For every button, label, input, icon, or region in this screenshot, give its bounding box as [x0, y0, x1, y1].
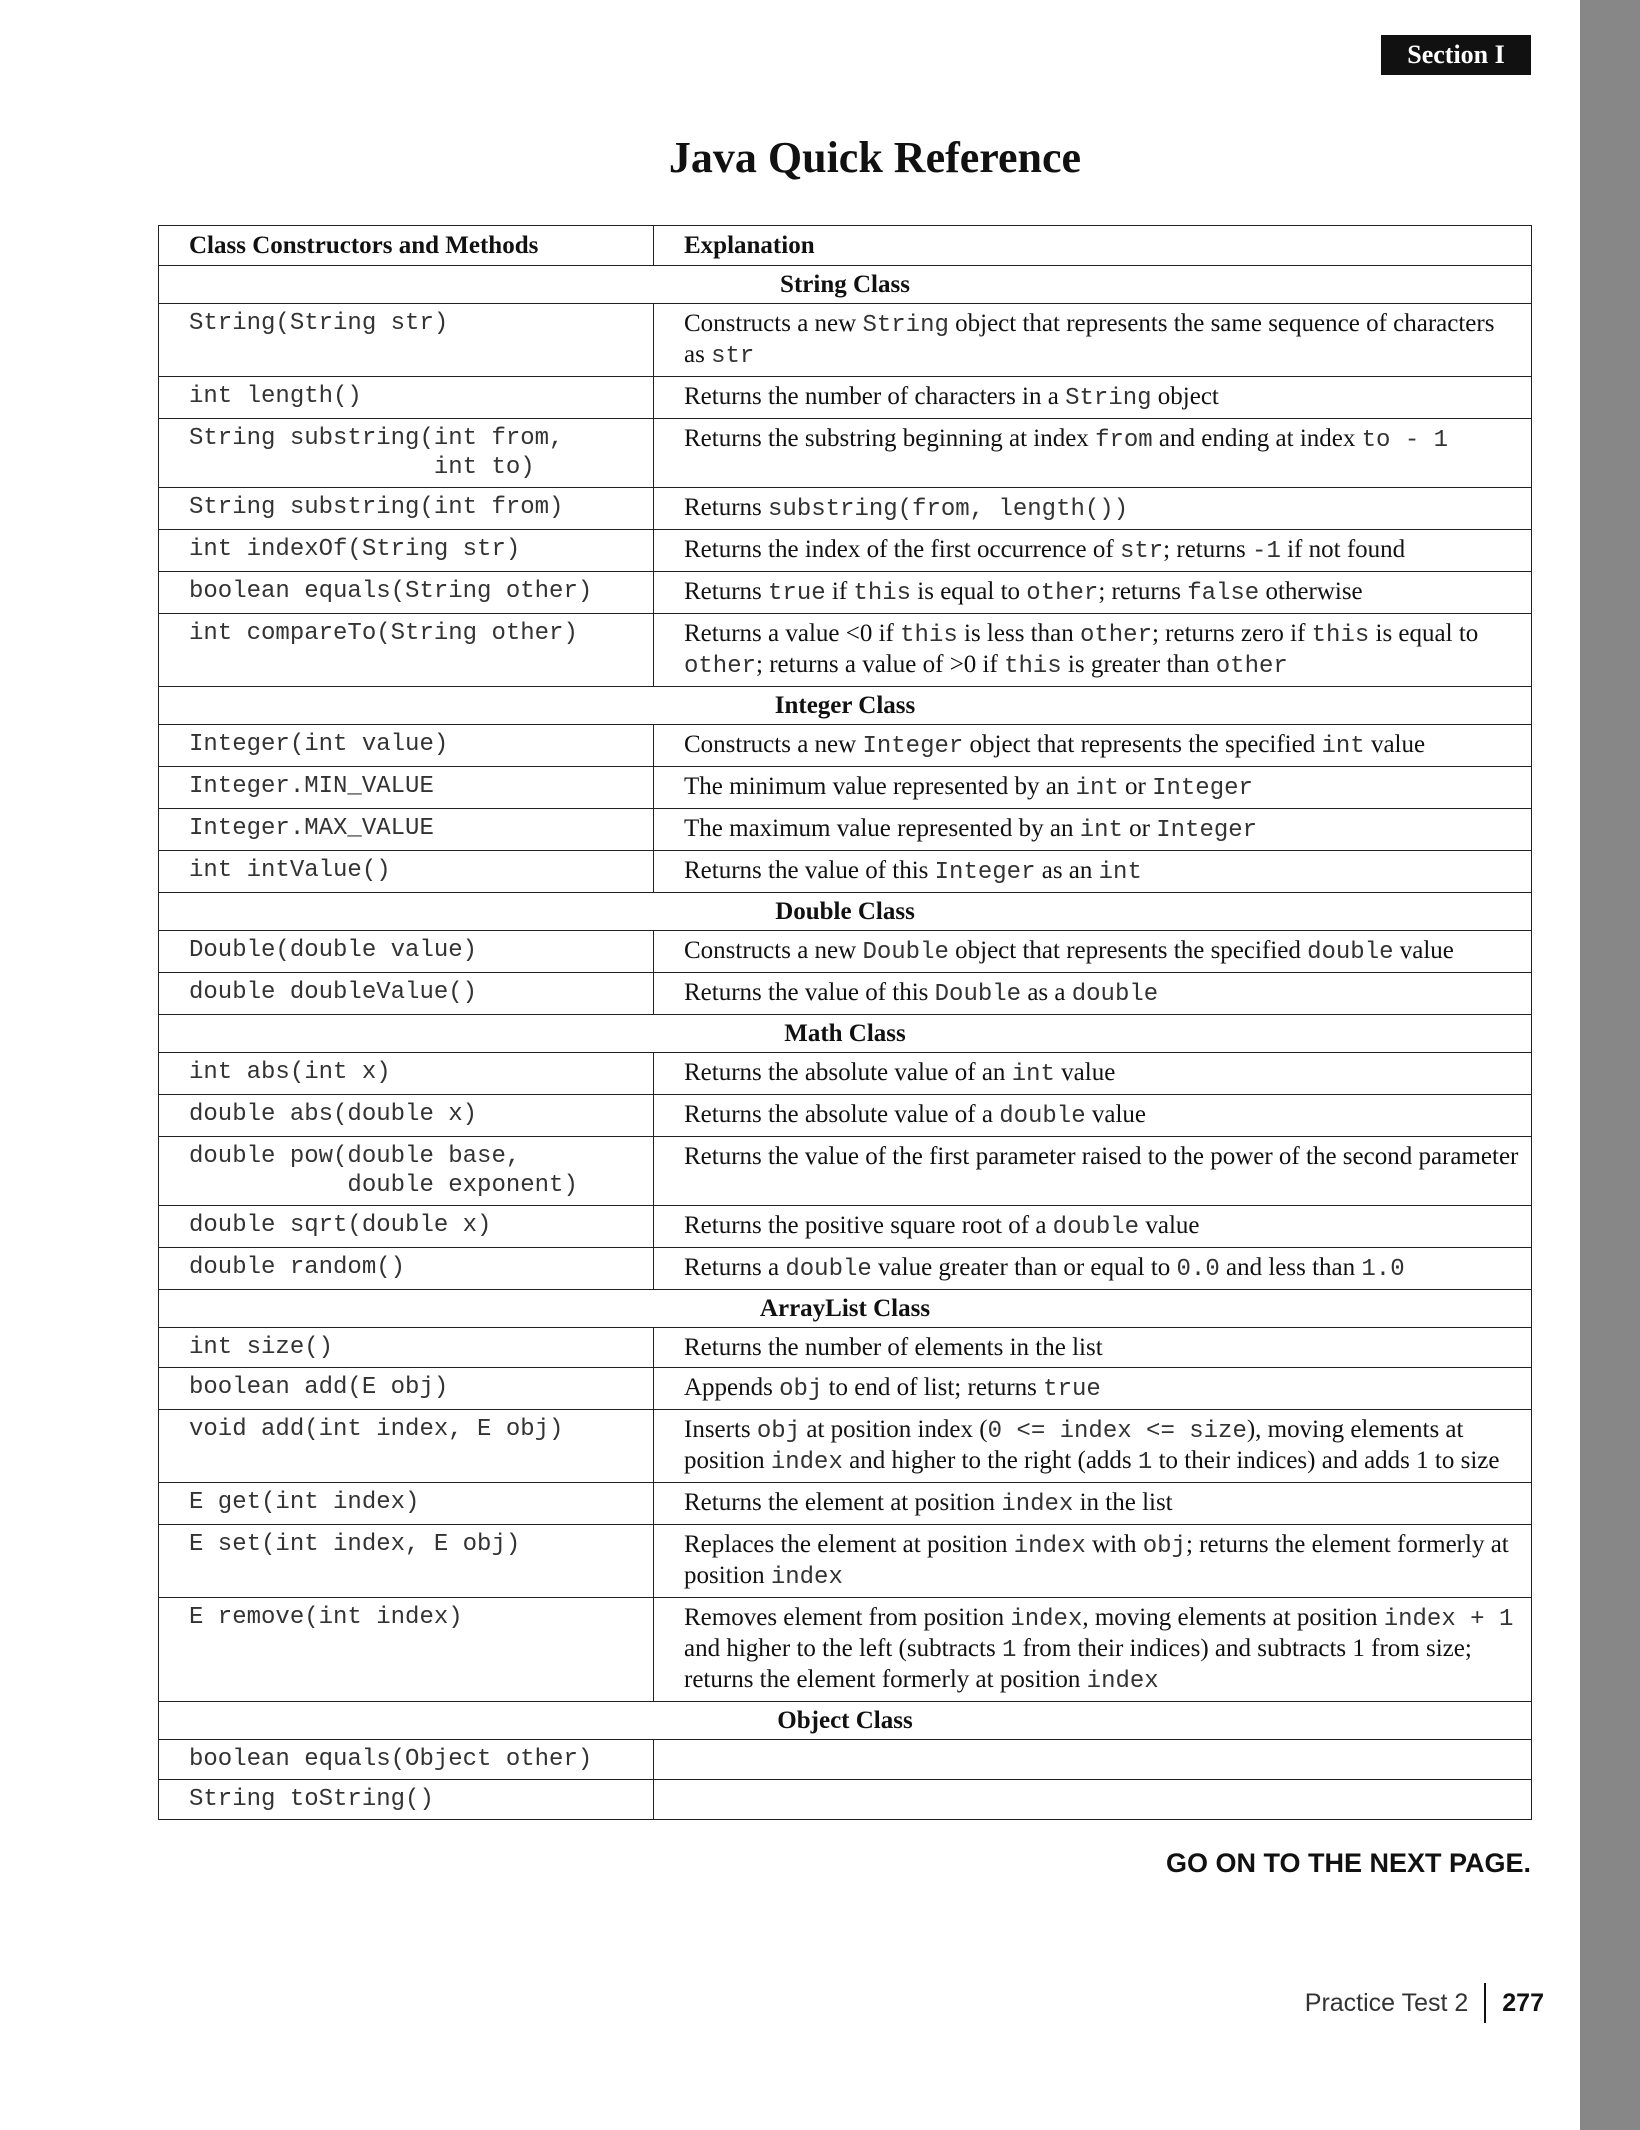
explanation-text: from their indices) and subtracts 1 from size; returns the element formerly at position	[684, 1635, 1472, 1693]
class-group-heading: Double Class	[159, 893, 1532, 931]
code-fragment: substring(from, length())	[768, 496, 1129, 523]
method-signature-cell	[159, 530, 654, 572]
method-signature-cell	[159, 377, 654, 419]
code-fragment: Integer	[862, 733, 964, 760]
table-header-row	[159, 226, 1532, 266]
table-row	[159, 614, 1532, 687]
method-signature-cell	[159, 725, 654, 767]
code-fragment: index	[770, 1564, 843, 1591]
method-explanation	[654, 1095, 1532, 1137]
code-fragment: this	[1311, 622, 1370, 649]
method-signature-cell	[159, 1780, 654, 1820]
table-row	[159, 304, 1532, 377]
method-explanation	[654, 1137, 1532, 1206]
code-fragment: double	[1307, 939, 1394, 966]
table-row	[159, 1328, 1532, 1368]
code-fragment: String	[862, 312, 949, 339]
method-explanation	[654, 851, 1532, 893]
table-row	[159, 572, 1532, 614]
explanation-text: Removes element from position	[684, 1604, 1011, 1631]
method-signature-cell	[159, 1483, 654, 1525]
method-signature: boolean equals(String other)	[189, 578, 593, 605]
method-signature-cell	[159, 1368, 654, 1410]
code-fragment: index	[1086, 1668, 1159, 1695]
class-group-heading: Math Class	[159, 1015, 1532, 1053]
explanation-text: is less than	[957, 620, 1080, 647]
code-fragment: obj	[779, 1376, 823, 1403]
code-fragment: this	[900, 622, 958, 649]
code-fragment: index + 1	[1383, 1606, 1514, 1633]
header-explanation: Explanation	[654, 226, 1532, 266]
code-fragment: index	[1001, 1491, 1074, 1518]
explanation-text: if	[825, 578, 854, 605]
table-row	[159, 1598, 1532, 1702]
table-row	[159, 1137, 1532, 1206]
explanation-text: Returns	[684, 494, 769, 521]
method-signature: E remove(int index)	[189, 1604, 463, 1631]
explanation-text: object that represents the same sequence of characters as	[684, 310, 1495, 368]
code-fragment: int	[1321, 733, 1365, 760]
code-fragment: double	[785, 1256, 872, 1283]
table-row	[159, 488, 1532, 530]
code-fragment: 1	[1137, 1449, 1153, 1476]
method-explanation	[654, 614, 1532, 687]
code-fragment: -1	[1252, 538, 1281, 565]
method-signature: Integer.MIN_VALUE	[189, 773, 434, 800]
method-explanation	[654, 1248, 1532, 1290]
method-signature: E set(int index, E obj)	[189, 1531, 521, 1558]
method-signature-cell	[159, 767, 654, 809]
next-page-notice: GO ON TO THE NEXT PAGE.	[1165, 1848, 1531, 1878]
method-signature: String substring(int from, int to)	[189, 425, 564, 481]
method-signature-cell	[159, 304, 654, 377]
explanation-text: to their indices) and adds 1 to size	[1152, 1447, 1500, 1474]
footer-label: Practice Test 2	[1304, 1988, 1469, 2017]
method-signature: double random()	[189, 1254, 406, 1281]
table-row	[159, 1368, 1532, 1410]
code-fragment: true	[1043, 1376, 1101, 1403]
method-signature: String(String str)	[189, 310, 449, 337]
method-explanation	[654, 1740, 1532, 1780]
explanation-text: if not found	[1280, 536, 1406, 563]
code-fragment: str	[711, 343, 755, 370]
explanation-text: Returns the value of the first parameter raised to the power of the second parameter	[684, 1143, 1519, 1170]
method-signature: int intValue()	[189, 857, 391, 884]
method-signature: Integer.MAX_VALUE	[189, 815, 434, 842]
method-explanation	[654, 809, 1532, 851]
method-signature: double doubleValue()	[189, 979, 478, 1006]
explanation-text: value	[1054, 1059, 1116, 1086]
explanation-text: Constructs a new	[684, 731, 863, 758]
method-signature: int indexOf(String str)	[189, 536, 521, 563]
table-row	[159, 973, 1532, 1015]
java-reference-table	[158, 225, 1532, 1820]
method-signature-cell	[159, 1137, 654, 1206]
method-signature: String toString()	[189, 1786, 434, 1813]
code-fragment: this	[853, 580, 912, 607]
code-fragment: Integer	[1152, 775, 1253, 802]
explanation-text: Returns the element at position	[684, 1489, 1002, 1516]
table-row	[159, 1525, 1532, 1598]
method-signature-cell	[159, 1206, 654, 1248]
method-signature: int length()	[189, 383, 362, 410]
explanation-text: object that represents the specified	[948, 937, 1308, 964]
method-signature-cell	[159, 488, 654, 530]
explanation-text: ), moving elements at position	[684, 1416, 1464, 1474]
section-badge: Section I	[1381, 35, 1531, 75]
table-row	[159, 1206, 1532, 1248]
explanation-text: Inserts	[684, 1416, 757, 1443]
table-row	[159, 767, 1532, 809]
explanation-text: with	[1085, 1531, 1143, 1558]
method-explanation	[654, 725, 1532, 767]
explanation-text: and less than	[1219, 1254, 1362, 1281]
class-group-row	[159, 1290, 1532, 1328]
code-fragment: double	[1052, 1214, 1140, 1241]
method-signature: Double(double value)	[189, 937, 478, 964]
code-fragment: double	[1071, 981, 1159, 1008]
class-group-heading: String Class	[159, 266, 1532, 304]
page-footer	[1200, 1978, 1544, 2028]
code-fragment: true	[768, 580, 826, 607]
method-signature-cell	[159, 931, 654, 973]
code-fragment: 1	[1001, 1637, 1017, 1664]
explanation-text: Returns a value <0 if	[684, 620, 901, 647]
method-signature-cell	[159, 1525, 654, 1598]
code-fragment: int	[1075, 775, 1119, 802]
explanation-text: otherwise	[1259, 578, 1363, 605]
explanation-text: Returns the index of the first occurrence of	[684, 536, 1120, 563]
explanation-text: Returns the value of this	[684, 857, 935, 884]
explanation-text: Replaces the element at position	[684, 1531, 1014, 1558]
explanation-text: ; returns	[1098, 578, 1188, 605]
page-title: Java Quick Reference	[668, 133, 1082, 182]
code-fragment: 1.0	[1361, 1256, 1405, 1283]
class-group-heading: ArrayList Class	[159, 1290, 1532, 1328]
code-fragment: from	[1095, 427, 1153, 454]
code-fragment: Double	[934, 981, 1022, 1008]
method-signature: int compareTo(String other)	[189, 620, 578, 647]
explanation-text: or	[1118, 773, 1153, 800]
explanation-text: and ending at index	[1152, 425, 1362, 452]
table-row	[159, 851, 1532, 893]
code-fragment: other	[1026, 580, 1099, 607]
explanation-text: is equal to	[1369, 620, 1479, 647]
explanation-text: Appends	[684, 1374, 780, 1401]
method-signature: int size()	[189, 1334, 334, 1361]
method-signature: double abs(double x)	[189, 1101, 478, 1128]
method-explanation	[654, 530, 1532, 572]
method-explanation	[654, 1206, 1532, 1248]
method-explanation	[654, 572, 1532, 614]
table-row	[159, 931, 1532, 973]
explanation-text: value	[1364, 731, 1426, 758]
code-fragment: obj	[1142, 1533, 1186, 1560]
explanation-text: value greater than or equal to	[871, 1254, 1177, 1281]
method-signature-cell	[159, 1740, 654, 1780]
code-fragment: obj	[756, 1418, 801, 1445]
code-fragment: index	[1013, 1533, 1086, 1560]
explanation-text: Returns a	[684, 1254, 786, 1281]
method-signature-cell	[159, 809, 654, 851]
code-fragment: this	[1004, 653, 1062, 680]
explanation-text: and higher to the right (adds	[842, 1447, 1138, 1474]
code-fragment: Double	[862, 939, 949, 966]
table-row	[159, 1095, 1532, 1137]
code-fragment: 0.0	[1176, 1256, 1220, 1283]
explanation-text: and higher to the left (subtracts	[684, 1635, 1002, 1662]
explanation-text: ; returns zero if	[1151, 620, 1312, 647]
explanation-text: ; returns the element formerly at position	[684, 1531, 1509, 1589]
explanation-text: is greater than	[1061, 651, 1216, 678]
explanation-text: value	[1085, 1101, 1146, 1128]
explanation-text: Returns the absolute value of an	[684, 1059, 1012, 1086]
method-signature-cell	[159, 572, 654, 614]
explanation-text: Returns the number of elements in the list	[684, 1334, 1103, 1361]
code-fragment: int	[1098, 859, 1142, 886]
class-group-heading: Object Class	[159, 1702, 1532, 1740]
method-signature: int abs(int x)	[189, 1059, 391, 1086]
method-explanation	[654, 931, 1532, 973]
explanation-text: Constructs a new	[684, 937, 863, 964]
method-explanation	[654, 419, 1532, 488]
class-group-row	[159, 266, 1532, 304]
method-explanation	[654, 1780, 1532, 1820]
explanation-text: Returns the positive square root of a	[684, 1212, 1053, 1239]
explanation-text: Returns the absolute value of a	[684, 1101, 1000, 1128]
table-row	[159, 530, 1532, 572]
table-row	[159, 1483, 1532, 1525]
method-signature: void add(int index, E obj)	[189, 1416, 564, 1443]
explanation-text: to end of list; returns	[822, 1374, 1044, 1401]
code-fragment: false	[1187, 580, 1260, 607]
code-fragment: Integer	[1156, 817, 1258, 844]
class-group-row	[159, 687, 1532, 725]
code-fragment: Integer	[934, 859, 1036, 886]
method-signature-cell	[159, 1328, 654, 1368]
method-signature: double sqrt(double x)	[189, 1212, 492, 1239]
table-row	[159, 419, 1532, 488]
code-fragment: to - 1	[1361, 427, 1449, 454]
code-fragment: other	[1079, 622, 1152, 649]
method-signature-cell	[159, 614, 654, 687]
method-explanation	[654, 304, 1532, 377]
method-signature-cell	[159, 1053, 654, 1095]
explanation-text: in the list	[1073, 1489, 1173, 1516]
table-row	[159, 377, 1532, 419]
method-explanation	[654, 1483, 1532, 1525]
page-number: 277	[1502, 1988, 1544, 2017]
table-row	[159, 809, 1532, 851]
method-explanation	[654, 488, 1532, 530]
explanation-text: object that represents the specified	[963, 731, 1322, 758]
explanation-text: Returns the value of this	[684, 979, 935, 1006]
table-row	[159, 725, 1532, 767]
method-explanation	[654, 377, 1532, 419]
code-fragment: index	[1010, 1606, 1083, 1633]
class-group-row	[159, 893, 1532, 931]
explanation-text: The minimum value represented by an	[684, 773, 1076, 800]
code-fragment: str	[1119, 538, 1164, 565]
class-group-heading: Integer Class	[159, 687, 1532, 725]
explanation-text: as a	[1021, 979, 1072, 1006]
method-signature: boolean equals(Object other)	[189, 1746, 593, 1773]
code-fragment: String	[1065, 385, 1152, 412]
code-fragment: int	[1079, 817, 1123, 844]
class-group-row	[159, 1015, 1532, 1053]
explanation-text: or	[1122, 815, 1157, 842]
method-signature: boolean add(E obj)	[189, 1374, 449, 1401]
explanation-text: Returns the number of characters in a	[684, 383, 1066, 410]
explanation-text: at position index (	[800, 1416, 988, 1443]
table-row	[159, 1740, 1532, 1780]
method-signature-cell	[159, 419, 654, 488]
table-body	[159, 266, 1532, 1820]
table-row	[159, 1248, 1532, 1290]
method-explanation	[654, 1598, 1532, 1702]
method-signature: String substring(int from)	[189, 494, 564, 521]
explanation-text: as an	[1035, 857, 1099, 884]
header-methods: Class Constructors and Methods	[159, 226, 654, 266]
method-explanation	[654, 1053, 1532, 1095]
method-signature-cell	[159, 1095, 654, 1137]
code-fragment: other	[1215, 653, 1288, 680]
explanation-text: value	[1139, 1212, 1200, 1239]
explanation-text: object	[1151, 383, 1219, 410]
method-explanation	[654, 767, 1532, 809]
explanation-text: The maximum value represented by an	[684, 815, 1080, 842]
method-explanation	[654, 1368, 1532, 1410]
method-explanation	[654, 1328, 1532, 1368]
method-signature-cell	[159, 1598, 654, 1702]
explanation-text: Returns	[684, 578, 769, 605]
method-signature-cell	[159, 1410, 654, 1483]
explanation-text: ; returns a value of >0 if	[756, 651, 1005, 678]
code-fragment: other	[684, 653, 757, 680]
table-row	[159, 1780, 1532, 1820]
method-signature: Integer(int value)	[189, 731, 449, 758]
class-group-row	[159, 1702, 1532, 1740]
page-edge-strip	[1580, 0, 1640, 2130]
explanation-text: , moving elements at position	[1082, 1604, 1384, 1631]
code-fragment: int	[1011, 1061, 1055, 1088]
explanation-text: ; returns	[1163, 536, 1253, 563]
explanation-text: Constructs a new	[684, 310, 863, 337]
method-signature-cell	[159, 1248, 654, 1290]
explanation-text: value	[1393, 937, 1454, 964]
explanation-text: Returns the substring beginning at index	[684, 425, 1096, 452]
method-explanation	[654, 1525, 1532, 1598]
code-fragment: 0 <= index <= size	[987, 1418, 1247, 1445]
method-signature-cell	[159, 973, 654, 1015]
method-explanation	[654, 1410, 1532, 1483]
method-signature: double pow(double base, double exponent)	[189, 1143, 578, 1199]
table-row	[159, 1410, 1532, 1483]
method-explanation	[654, 973, 1532, 1015]
explanation-text: is equal to	[911, 578, 1027, 605]
table-row	[159, 1053, 1532, 1095]
code-fragment: double	[999, 1103, 1086, 1130]
code-fragment: index	[770, 1449, 843, 1476]
method-signature: E get(int index)	[189, 1489, 420, 1516]
method-signature-cell	[159, 851, 654, 893]
